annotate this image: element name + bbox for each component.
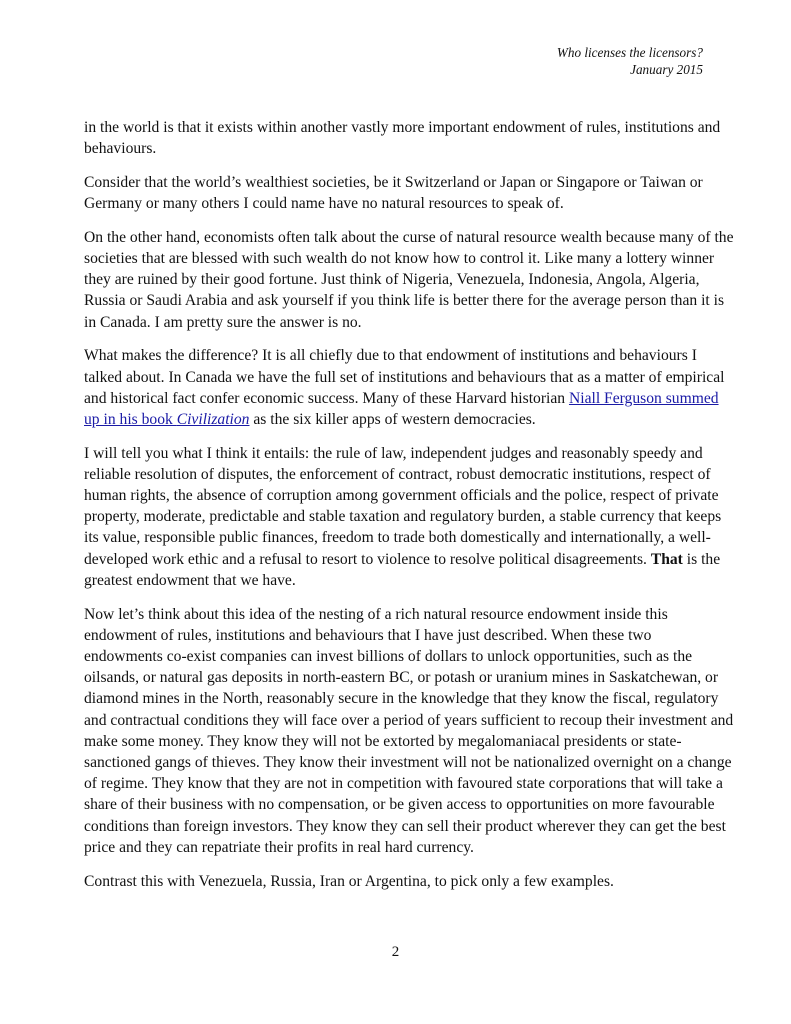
document-title: Who licenses the licensors?	[556, 45, 703, 60]
paragraph-6: Now let’s think about this idea of the nesting of a rich natural resource endowment inside this endowment of rules, institutions and behaviours that I have just described. When these two endowments co-exist companies can invest billions of dollars to unlock opportunities, such as the oilsands, or natural gas deposits in north-eastern BC, or potash or uranium mines in Saskatchewan, or diamond mines in the North, reasonably secure in the knowledge that they know the fiscal, regulatory and contractual conditions they will face over a period of years sufficient to recoup their investment and make some money. They know they will not be extorted by megalomaniacal presidents or state-sanctioned gangs of thieves. They know their investment will not be nationalized overnight on a change of regime. They know that they are not in competition with favoured state corporations that will take a share of their business with no compensation, or be given access to opportunities on more favourable conditions than foreign investors. They know they can sell their product wherever they can get the best price and they can repatriate their profits in real hard currency.	[84, 605, 734, 856]
paragraph-7: Contrast this with Venezuela, Russia, Iran or Argentina, to pick only a few examples.	[84, 872, 614, 890]
paragraph-1: in the world is that it exists within another vastly more important endowment of rules, institutions and behaviours.	[84, 119, 721, 158]
paragraph-5	[84, 443, 734, 591]
paragraph-4	[84, 345, 734, 430]
paragraph-3: On the other hand, economists often talk about the curse of natural resource wealth because many of the societies that are blessed with such wealth do not know how to control it. Like many a lottery winner they are ruined by their good fortune. Just think of Nigeria, Venezuela, Indonesia, Angola, Algeria, Russia or Saudi Arabia and ask yourself if you think life is better there for the average person than it is in Canada. I am pretty sure the answer is no.	[84, 228, 734, 331]
link-text: Niall Ferguson summed up in his book	[84, 389, 719, 428]
paragraph-2: Consider that the world’s wealthiest societies, be it Switzerland or Japan or Singapore or Taiwan or Germany or many others I could name have no natural resources to speak of.	[84, 173, 703, 213]
paragraph-4-tail: as the six killer apps of western democracies.	[249, 410, 536, 428]
book-title-civilization: Civilization	[176, 410, 250, 428]
paragraph-4-text: What makes the difference? It is all chiefly due to that endowment of institutions and behaviours I talked about. In Canada we have the full set of institutions and behaviours that as a matter of empirical and historical fact confer economic success. Many of these Harvard historian	[84, 347, 725, 407]
document-date: January 2015	[630, 62, 703, 77]
page-number: 2	[391, 944, 400, 960]
paragraph-5-tail: is the greatest endowment that we have.	[84, 550, 721, 589]
paragraph-5-text: I will tell you what I think it entails: the rule of law, independent judges and reasonably speedy and reliable resolution of disputes, the enforcement of contract, robust democratic institutions, respect of human rights, the absence of corruption among government officials and the police, respect of private property, moderate, predictable and stable taxation and regulatory burden, a stable currency that keeps its value, responsible public finances, freedom to trade both domestically and internationally, a well-developed work ethic and a refusal to resort to violence to resolve political disagreements.	[84, 444, 722, 568]
running-header	[557, 44, 703, 78]
document-body	[84, 117, 734, 904]
emphasis-that: That	[650, 550, 683, 568]
